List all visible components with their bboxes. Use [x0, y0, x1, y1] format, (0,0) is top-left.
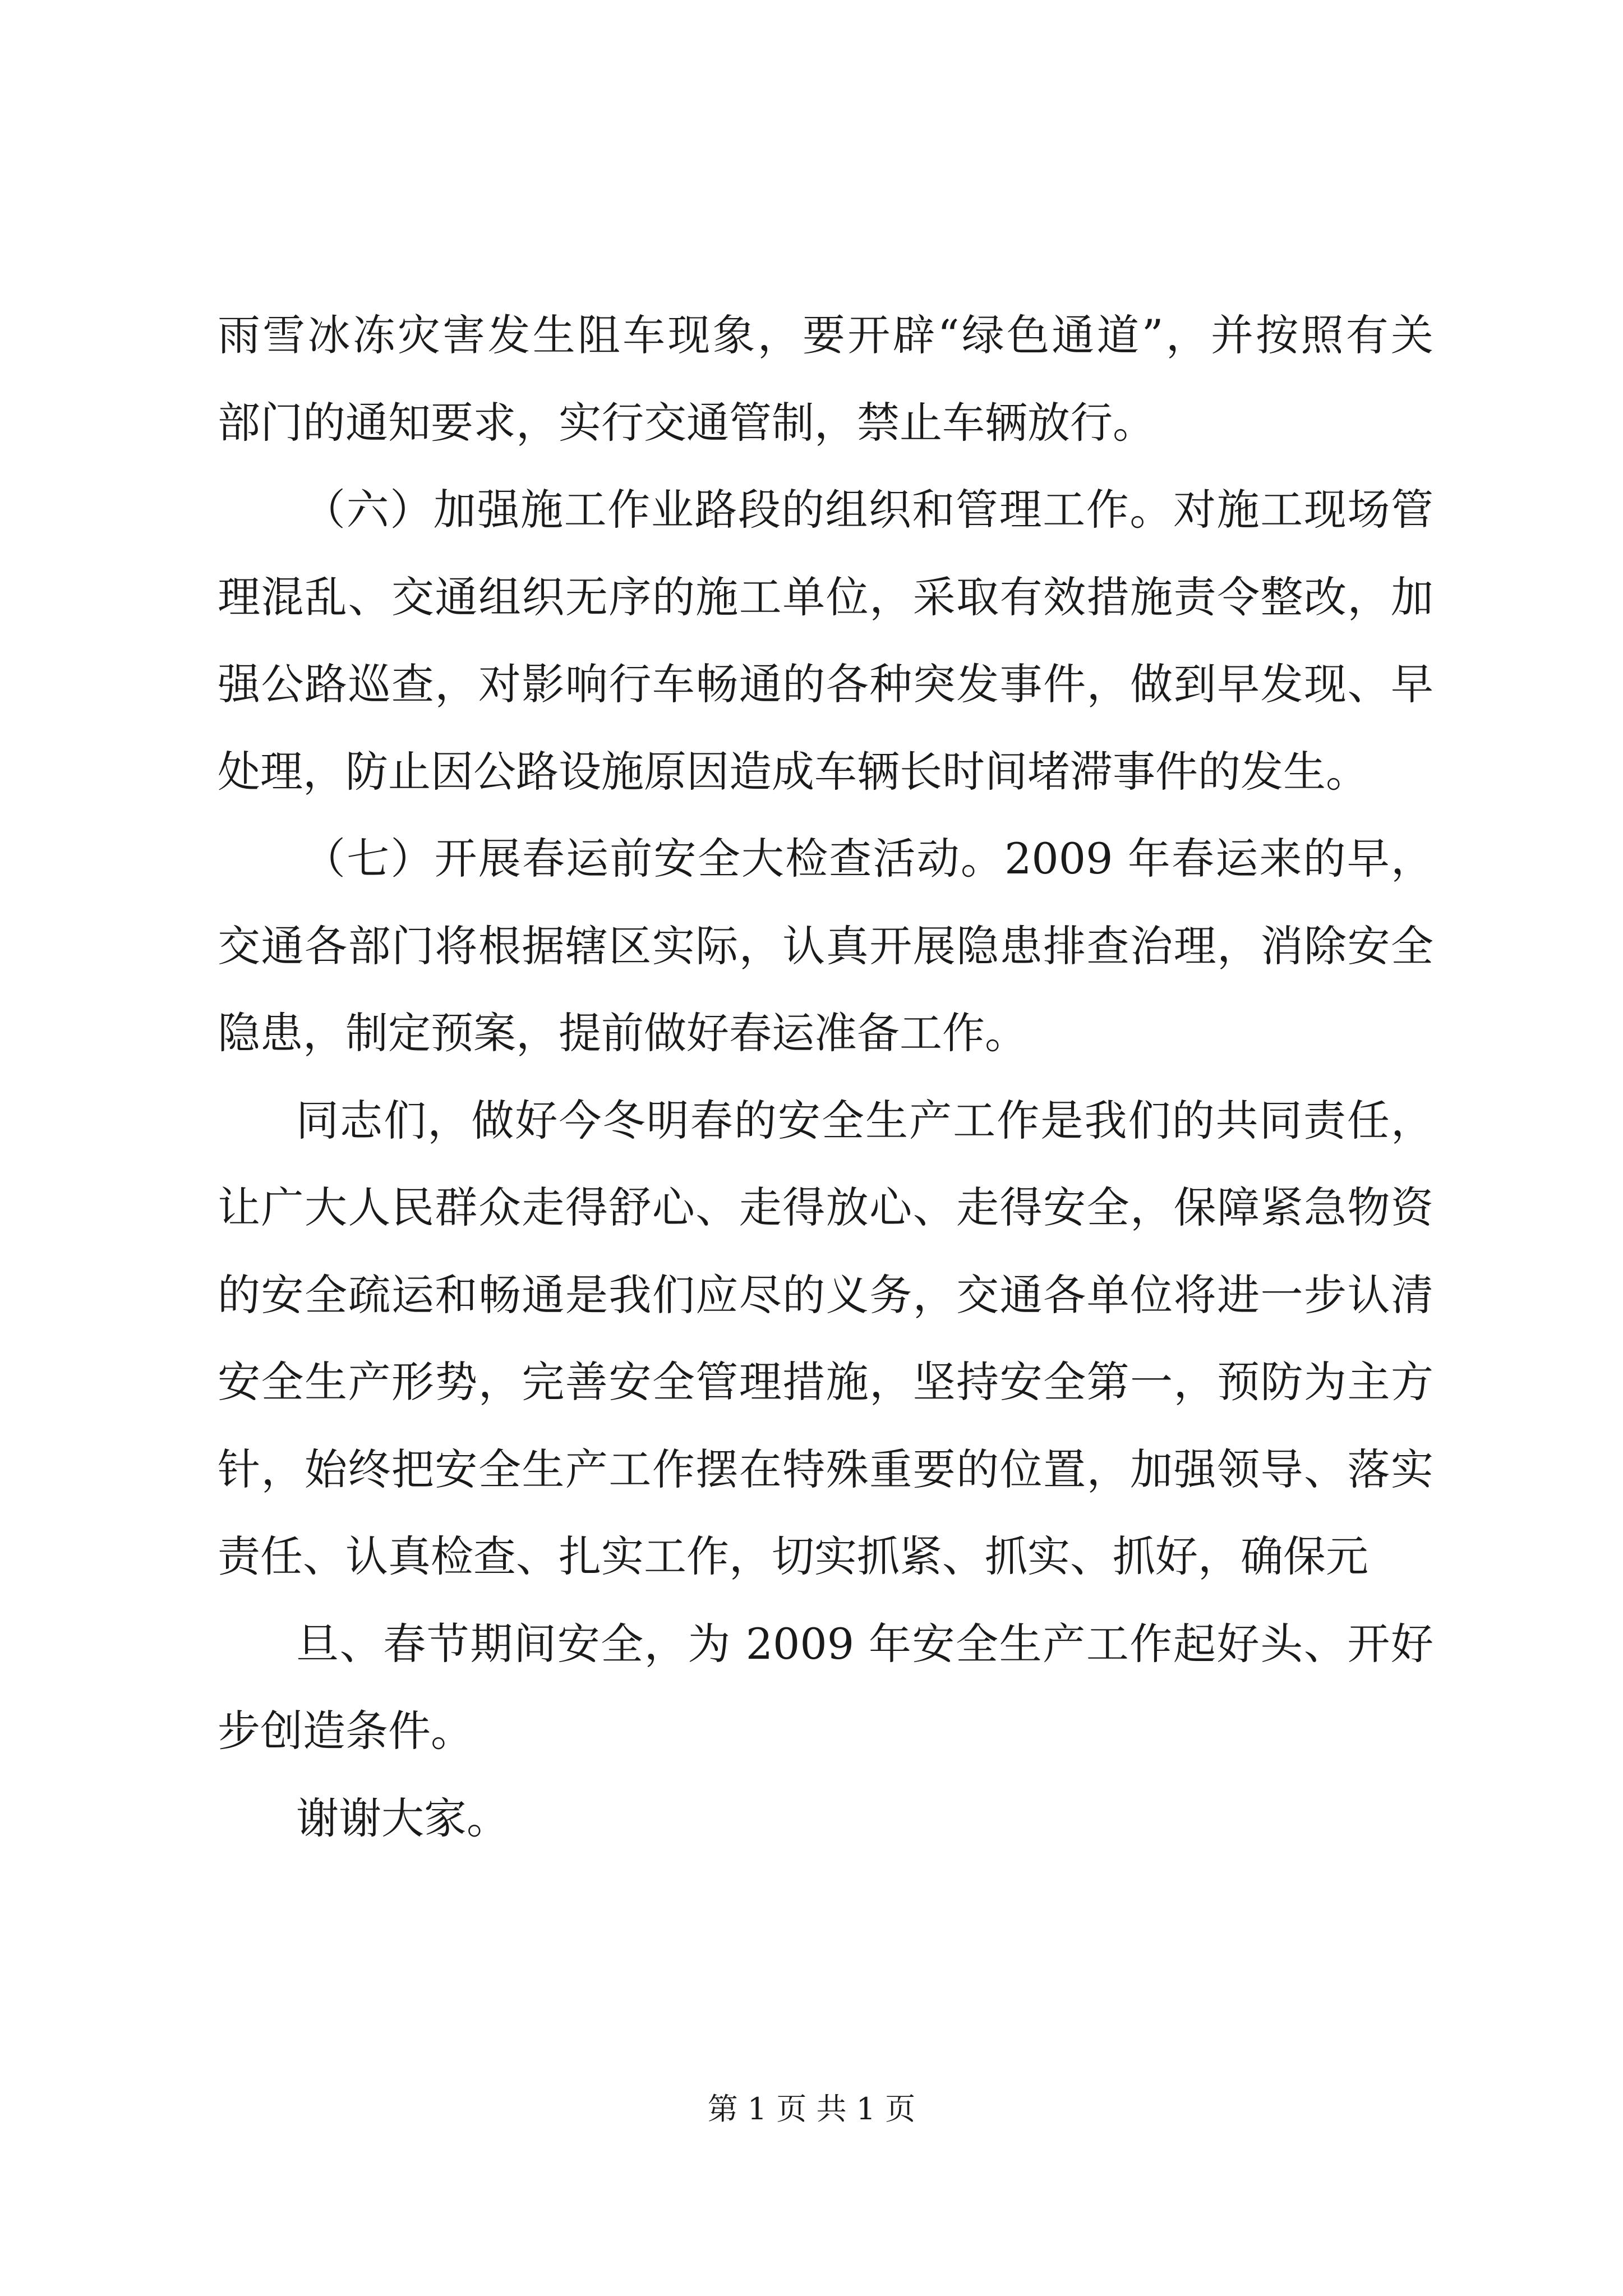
text-line: 的安全疏运和畅通是我们应尽的义务，交通各单位将进一步认清	[218, 1269, 1433, 1320]
text-line: 步创造条件。	[218, 1706, 473, 1756]
text-line: 谢谢大家。	[296, 1793, 509, 1843]
text-line: 安全生产形势，完善安全管理措施，坚持安全第一，预防为主方	[218, 1357, 1433, 1407]
text-line: 针，始终把安全生产工作摆在特殊重要的位置，加强领导、落实	[218, 1444, 1433, 1494]
text-line: 交通各部门将根据辖区实际，认真开展隐患排查治理，消除安全	[218, 921, 1433, 971]
text-line: 雨雪冰冻灾害发生阻车现象，要开辟“绿色通道”，并按照有关	[218, 310, 1433, 360]
text-line: 责任、认真检查、扎实工作，切实抓紧、抓实、抓好，确保元	[218, 1531, 1368, 1581]
page-footer: 第 1 页 共 1 页	[707, 2091, 916, 2127]
text-line: （六）加强施工作业路段的组织和管理工作。对施工现场管	[303, 485, 1433, 535]
text-line: 处理，防止因公路设施原因造成车辆长时间堵滞事件的发生。	[218, 746, 1368, 797]
text-line: 同志们，做好今冬明春的安全生产工作是我们的共同责任，	[296, 1095, 1433, 1145]
text-line: 让广大人民群众走得舒心、走得放心、走得安全，保障紧急物资	[218, 1182, 1433, 1232]
text-line: 旦、春节期间安全，为 2009 年安全生产工作起好头、开好	[296, 1618, 1433, 1669]
text-line: （七）开展春运前安全大检查活动。2009 年春运来的早，	[303, 834, 1433, 884]
document-body	[218, 292, 1433, 1862]
text-line: 强公路巡查，对影响行车畅通的各种突发事件，做到早发现、早	[218, 659, 1433, 709]
text-line: 部门的通知要求，实行交通管制，禁止车辆放行。	[218, 397, 1155, 448]
text-line: 理混乱、交通组织无序的施工单位，采取有效措施责令整改，加	[218, 572, 1433, 622]
text-line: 隐患，制定预案，提前做好春运准备工作。	[218, 1008, 1027, 1058]
